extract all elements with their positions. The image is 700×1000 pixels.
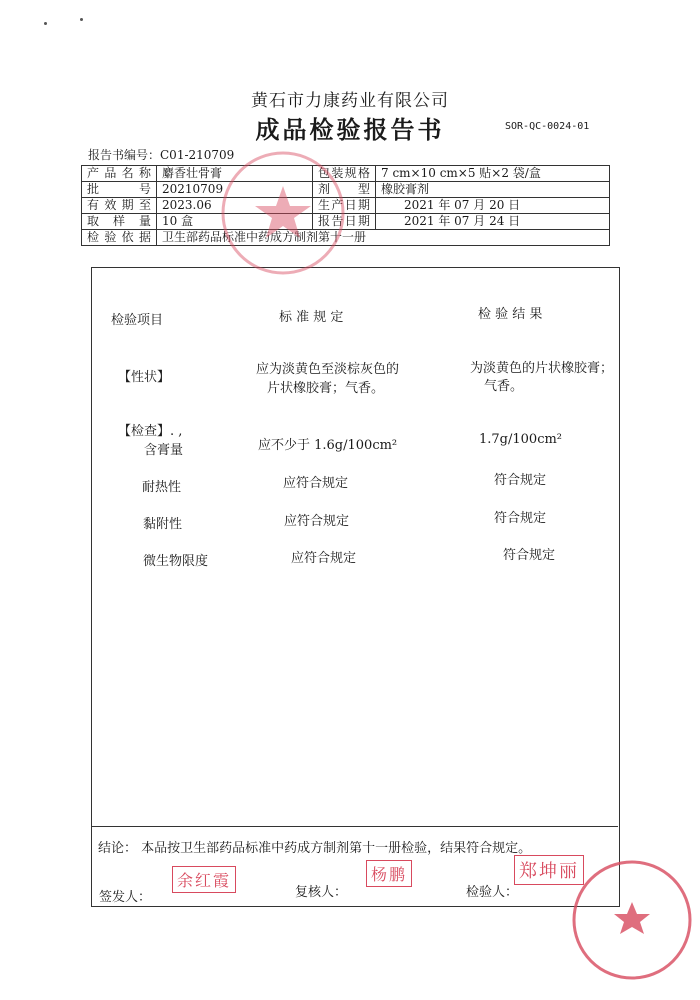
report-date-value: 2021 年 07 月 24 日 <box>376 214 610 230</box>
inspector-label: 检验人： <box>466 885 519 900</box>
document-title: 成品检验报告书 <box>255 115 445 144</box>
report-date-label: 报告日期 <box>313 214 376 230</box>
prod-date-value: 2021 年 07 月 20 日 <box>376 198 610 214</box>
report-number: 报告书编号：C01-210709 <box>88 148 235 162</box>
row-standard-0: 应不少于 1.6g/100cm² <box>258 438 398 453</box>
row-item-2: 黏附性 <box>143 517 183 532</box>
scan-speck <box>44 22 47 25</box>
row-result-3: 符合规定 <box>503 548 556 563</box>
row-item-1: 耐热性 <box>142 480 182 495</box>
appearance-label: 【性状】 <box>118 370 171 385</box>
conclusion-text: 结论： 本品按卫生部药品标准中药成方制剂第十一册检验，结果符合规定。 <box>98 841 532 856</box>
row-standard-2: 应符合规定 <box>284 514 350 529</box>
sample-label: 取样量 <box>82 214 157 230</box>
form-label: 剂型 <box>313 182 376 198</box>
col-header-item: 检验项目 <box>111 313 164 328</box>
row-standard-1: 应符合规定 <box>283 476 349 491</box>
appearance-standard-2: 片状橡胶膏；气香。 <box>267 381 385 396</box>
document-code: SOR-QC-0024-01 <box>505 121 590 132</box>
basis-label: 检验依据 <box>82 230 157 246</box>
appearance-result-1: 为淡黄色的片状橡胶膏； <box>470 361 614 376</box>
row-result-0: 1.7g/100cm² <box>479 432 563 447</box>
col-header-standard: 标 准 规 定 <box>279 310 344 325</box>
row-item-3: 微生物限度 <box>143 554 209 569</box>
qa-seal-stamp <box>570 858 694 982</box>
batch-label: 批号 <box>82 182 157 198</box>
row-standard-3: 应符合规定 <box>291 551 357 566</box>
sample-value: 10 盒 <box>157 214 313 230</box>
company-name: 黄石市力康药业有限公司 <box>251 91 449 111</box>
product-name-value: 麝香壮骨膏 <box>157 166 313 182</box>
pack-label: 包装规格 <box>313 166 376 182</box>
batch-value: 20210709 <box>157 182 313 198</box>
check-label: 【检查】. , <box>118 424 183 439</box>
row-result-2: 符合规定 <box>494 511 547 526</box>
inspector-signature: 郑坤丽 <box>514 855 584 885</box>
product-name-label: 产品名称 <box>82 166 157 182</box>
pack-value: 7 cm×10 cm×5 贴×2 袋/盒 <box>376 166 610 182</box>
row-result-1: 符合规定 <box>494 473 547 488</box>
expiry-label: 有效期至 <box>82 198 157 214</box>
reviewer-signature: 杨鹏 <box>366 860 412 887</box>
prod-date-label: 生产日期 <box>313 198 376 214</box>
issuer-label: 签发人： <box>99 890 152 905</box>
expiry-value: 2023.06 <box>157 198 313 214</box>
reviewer-label: 复核人： <box>295 885 348 900</box>
form-value: 橡胶膏剂 <box>376 182 610 198</box>
appearance-standard-1: 应为淡黄色至淡棕灰色的 <box>256 362 400 377</box>
appearance-result-2: 气香。 <box>484 379 524 394</box>
scan-speck <box>80 18 83 21</box>
basis-value: 卫生部药品标准中药成方制剂第十一册 <box>157 230 610 246</box>
row-item-0: 含膏量 <box>144 443 184 458</box>
issuer-signature: 余红霞 <box>172 866 236 893</box>
company-seal-stamp <box>218 148 348 278</box>
conclusion-divider <box>91 826 618 827</box>
col-header-result: 检 验 结 果 <box>478 307 543 322</box>
